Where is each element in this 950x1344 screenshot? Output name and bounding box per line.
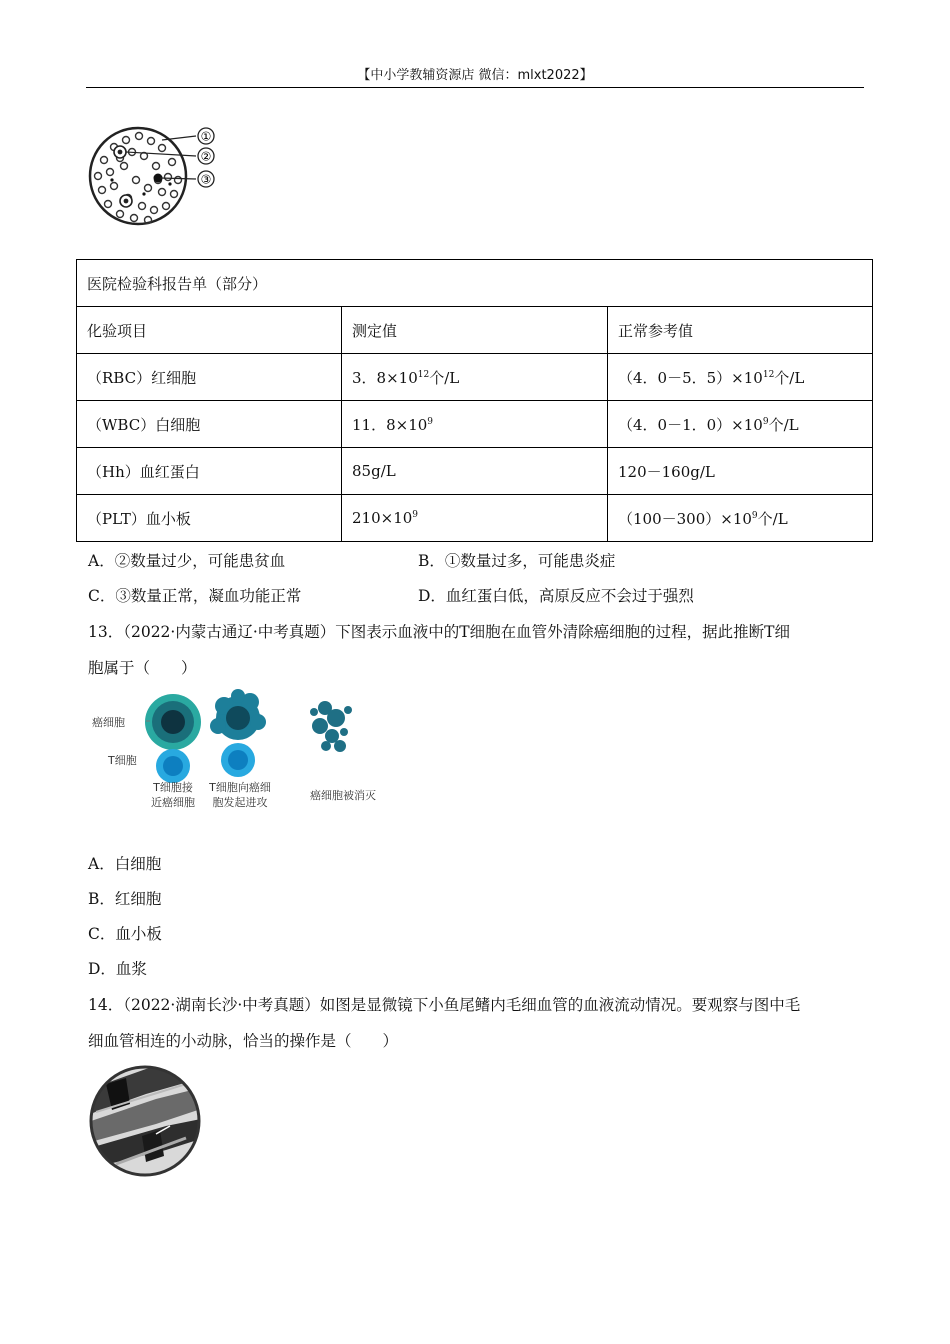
- question-13-line1: 13．（2022·内蒙古通辽·中考真题）下图表示血液中的T细胞在血管外清除癌细胞的过程，据此推断T细: [88, 623, 790, 641]
- column-header: 正常参考值: [608, 307, 873, 354]
- t-cell-figure: [88, 688, 388, 812]
- option-d: D．血红蛋白低，高原反应不会过于强烈: [418, 587, 694, 605]
- table-row: [77, 448, 873, 495]
- q13-option-a: A．白细胞: [88, 855, 162, 873]
- marker-1: ①: [200, 129, 212, 144]
- q13-option-b: B．红细胞: [88, 890, 162, 908]
- option-a: A．②数量过少，可能患贫血: [88, 552, 286, 570]
- header-rule: [86, 87, 864, 88]
- label-cancer-cell: 癌细胞: [92, 716, 125, 729]
- caption-step-1b: 近癌细胞: [151, 796, 195, 809]
- marker-2: ②: [200, 149, 212, 164]
- question-14-line2: 细血管相连的小动脉，恰当的操作是（ ）: [88, 1032, 399, 1050]
- value-cell: 85g/L: [342, 448, 608, 495]
- value-cell: 11．$8\times 10^9$: [342, 401, 608, 448]
- item-cell: （RBC）红细胞: [77, 354, 342, 401]
- q13-option-c: C．血小板: [88, 925, 162, 943]
- reference-cell: $(100-300)\times 10^9$个/L: [608, 495, 873, 542]
- table-header-row: [77, 307, 873, 354]
- caption-step-1a: T细胞接: [153, 781, 193, 794]
- item-cell: （PLT）血小板: [77, 495, 342, 542]
- table-title-row: [77, 260, 873, 307]
- option-c: C．③数量正常，凝血功能正常: [88, 587, 302, 605]
- marker-3: ③: [200, 172, 212, 187]
- item-cell: （Hh）血红蛋白: [77, 448, 342, 495]
- table-row: [77, 401, 873, 448]
- blood-smear-figure: [84, 122, 224, 230]
- column-header: 测定值: [342, 307, 608, 354]
- report-title: 医院检验科报告单（部分）: [77, 260, 873, 307]
- lab-report-table: [76, 259, 873, 542]
- reference-cell: （4．0－1．$0)\times 10^9$个/L: [608, 401, 873, 448]
- option-b: B．①数量过多，可能患炎症: [418, 552, 616, 570]
- table-row: [77, 354, 873, 401]
- caption-step-2a: T细胞向癌细: [209, 781, 271, 794]
- value-cell: 3．$8\times 10^{12}$个/L: [342, 354, 608, 401]
- label-t-cell: T细胞: [108, 754, 137, 767]
- value-cell: $210\times 10^9$: [342, 495, 608, 542]
- page-header: 【中小学教辅资源店 微信：mlxt2022】: [357, 68, 593, 83]
- caption-step-2b: 胞发起进攻: [212, 796, 268, 809]
- item-cell: （WBC）白细胞: [77, 401, 342, 448]
- caption-step-3: 癌细胞被消灭: [310, 789, 376, 802]
- column-header: 化验项目: [77, 307, 342, 354]
- reference-cell: （4．0－5．$5)\times 10^{12}$个/L: [608, 354, 873, 401]
- question-14-line1: 14．（2022·湖南长沙·中考真题）如图是显微镜下小鱼尾鳍内毛细血管的血液流动情况。要观察与图中毛: [88, 996, 801, 1014]
- q13-option-d: D．血浆: [88, 960, 147, 978]
- table-row: [77, 495, 873, 542]
- reference-cell: 120－160g/L: [608, 448, 873, 495]
- fish-tail-capillary-figure: [86, 1064, 206, 1178]
- question-13-line2: 胞属于（ ）: [88, 659, 197, 677]
